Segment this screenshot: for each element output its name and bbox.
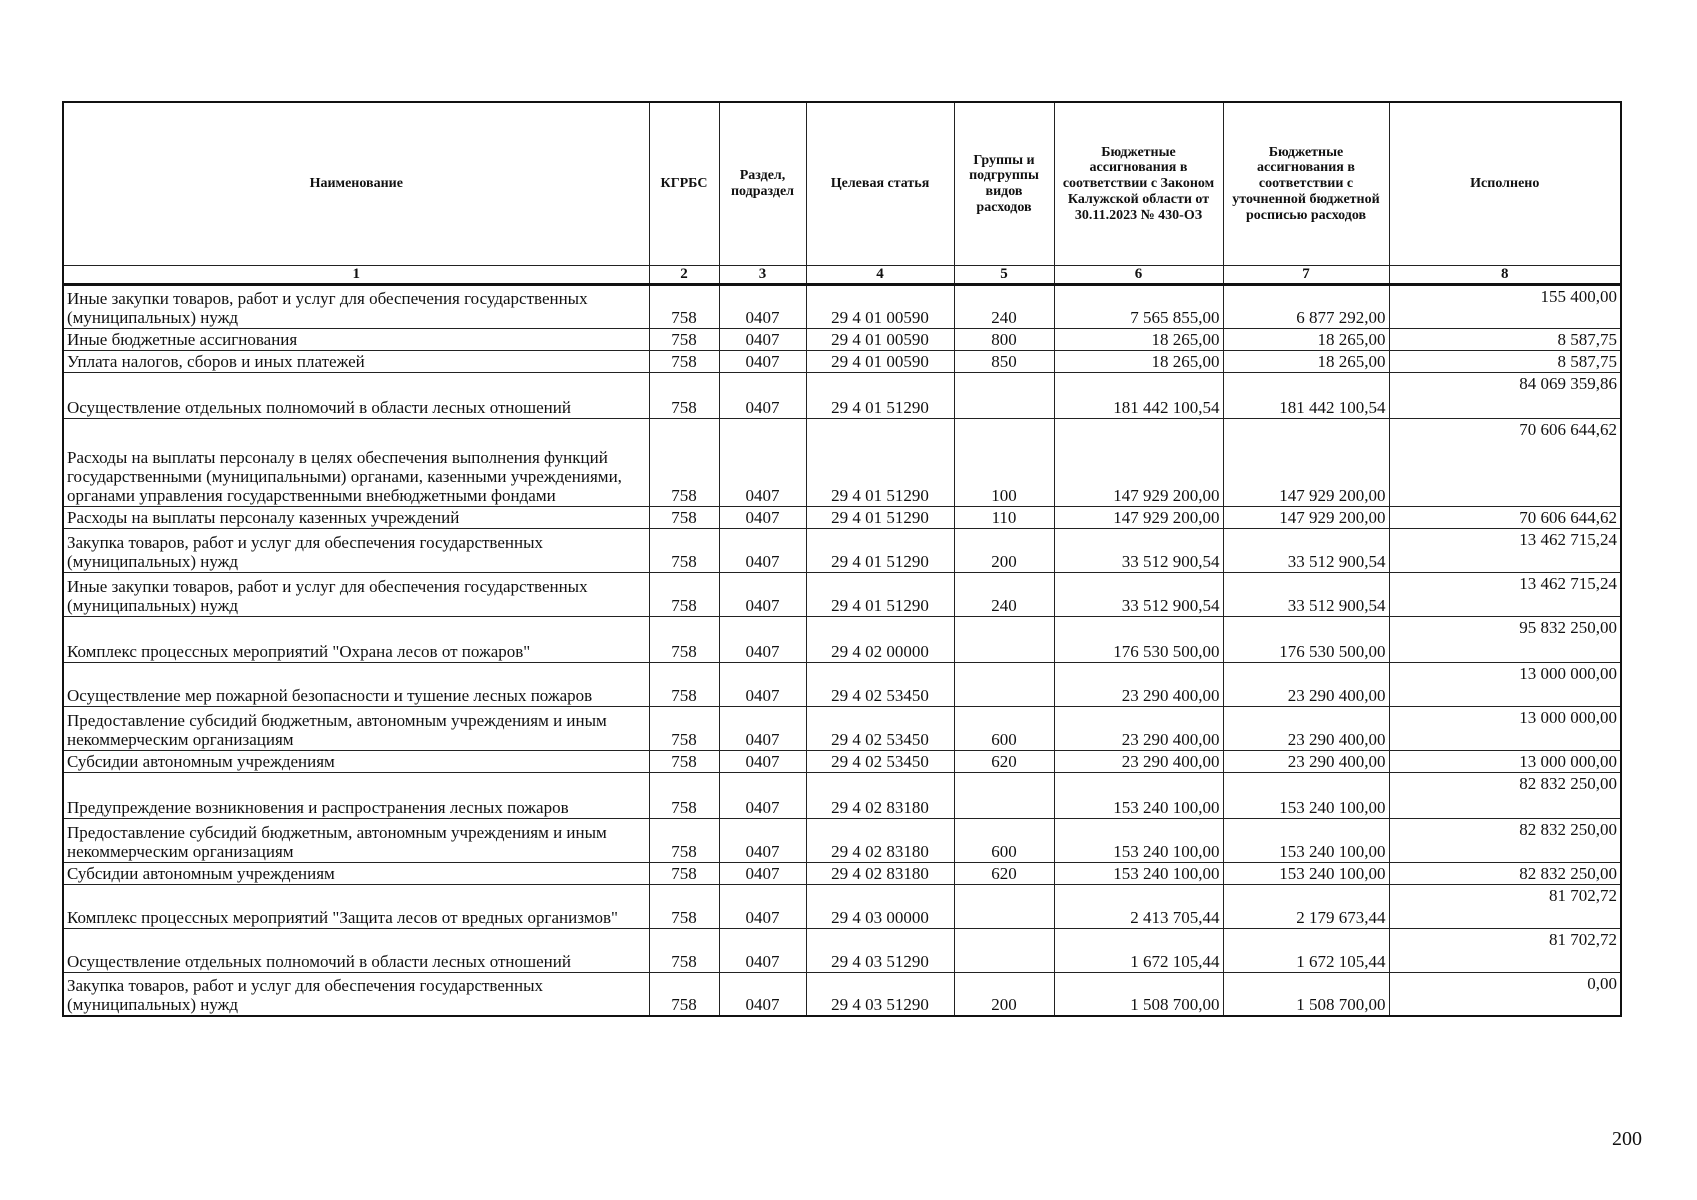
cell-expense-group: 600 [954,818,1054,862]
column-number: 1 [63,266,649,285]
table-row [63,662,1621,706]
table-row [63,818,1621,862]
table-row [63,328,1621,350]
cell-executed: 0,00 [1389,972,1621,1016]
table-row [63,506,1621,528]
cell-kgrbs: 758 [649,662,719,706]
cell-budget-refined: 153 240 100,00 [1223,772,1389,818]
cell-name: Закупка товаров, работ и услуг для обеспечения государственных (муниципальных) нужд [63,972,649,1016]
cell-executed: 82 832 250,00 [1389,818,1621,862]
cell-executed: 70 606 644,62 [1389,506,1621,528]
cell-budget-law: 153 240 100,00 [1054,772,1223,818]
cell-budget-refined: 18 265,00 [1223,328,1389,350]
cell-target-article: 29 4 02 53450 [806,750,954,772]
cell-expense-group [954,772,1054,818]
cell-executed: 82 832 250,00 [1389,862,1621,884]
cell-kgrbs: 758 [649,884,719,928]
table-row [63,884,1621,928]
cell-expense-group [954,662,1054,706]
cell-budget-law: 1 672 105,44 [1054,928,1223,972]
column-number-row [63,266,1621,285]
cell-executed: 95 832 250,00 [1389,616,1621,662]
cell-kgrbs: 758 [649,616,719,662]
cell-executed: 13 462 715,24 [1389,528,1621,572]
cell-section: 0407 [719,928,806,972]
cell-section: 0407 [719,616,806,662]
cell-kgrbs: 758 [649,372,719,418]
cell-expense-group: 100 [954,418,1054,506]
cell-kgrbs: 758 [649,350,719,372]
cell-name: Комплекс процессных мероприятий "Защита лесов от вредных организмов" [63,884,649,928]
cell-name: Иные бюджетные ассигнования [63,328,649,350]
cell-budget-refined: 18 265,00 [1223,350,1389,372]
cell-target-article: 29 4 01 51290 [806,528,954,572]
cell-kgrbs: 758 [649,750,719,772]
cell-kgrbs: 758 [649,818,719,862]
cell-target-article: 29 4 03 00000 [806,884,954,928]
cell-kgrbs: 758 [649,284,719,328]
cell-target-article: 29 4 01 51290 [806,372,954,418]
cell-kgrbs: 758 [649,528,719,572]
cell-expense-group [954,616,1054,662]
cell-executed: 13 000 000,00 [1389,662,1621,706]
cell-budget-law: 23 290 400,00 [1054,750,1223,772]
cell-section: 0407 [719,750,806,772]
cell-budget-refined: 147 929 200,00 [1223,418,1389,506]
cell-executed: 8 587,75 [1389,328,1621,350]
cell-budget-refined: 6 877 292,00 [1223,284,1389,328]
cell-executed: 81 702,72 [1389,928,1621,972]
cell-budget-refined: 23 290 400,00 [1223,662,1389,706]
cell-section: 0407 [719,772,806,818]
cell-target-article: 29 4 01 51290 [806,418,954,506]
cell-target-article: 29 4 01 51290 [806,572,954,616]
cell-target-article: 29 4 02 83180 [806,772,954,818]
cell-target-article: 29 4 01 00590 [806,284,954,328]
cell-name: Комплекс процессных мероприятий "Охрана лесов от пожаров" [63,616,649,662]
cell-target-article: 29 4 02 53450 [806,662,954,706]
cell-budget-refined: 2 179 673,44 [1223,884,1389,928]
cell-executed: 13 000 000,00 [1389,750,1621,772]
cell-kgrbs: 758 [649,506,719,528]
table-row [63,928,1621,972]
header-expense-groups: Группы и подгруппы видов расходов [954,102,1054,266]
cell-budget-refined: 33 512 900,54 [1223,572,1389,616]
cell-budget-law: 147 929 200,00 [1054,506,1223,528]
cell-expense-group: 240 [954,284,1054,328]
table-body [63,284,1621,1016]
cell-budget-refined: 153 240 100,00 [1223,818,1389,862]
cell-target-article: 29 4 02 00000 [806,616,954,662]
cell-section: 0407 [719,372,806,418]
cell-budget-law: 176 530 500,00 [1054,616,1223,662]
column-number: 8 [1389,266,1621,285]
table-row [63,350,1621,372]
cell-expense-group: 620 [954,862,1054,884]
cell-target-article: 29 4 01 51290 [806,506,954,528]
cell-budget-law: 23 290 400,00 [1054,706,1223,750]
cell-budget-law: 18 265,00 [1054,350,1223,372]
cell-budget-law: 153 240 100,00 [1054,862,1223,884]
cell-target-article: 29 4 01 00590 [806,328,954,350]
cell-kgrbs: 758 [649,928,719,972]
cell-executed: 84 069 359,86 [1389,372,1621,418]
cell-budget-refined: 176 530 500,00 [1223,616,1389,662]
cell-expense-group [954,928,1054,972]
table-row [63,706,1621,750]
cell-section: 0407 [719,662,806,706]
header-executed: Исполнено [1389,102,1621,266]
header-section: Раздел, подраздел [719,102,806,266]
cell-budget-refined: 1 508 700,00 [1223,972,1389,1016]
cell-budget-refined: 153 240 100,00 [1223,862,1389,884]
cell-section: 0407 [719,350,806,372]
cell-expense-group: 800 [954,328,1054,350]
table-row [63,616,1621,662]
cell-name: Предоставление субсидий бюджетным, автономным учреждениям и иным некоммерческим организациям [63,706,649,750]
table-header-row [63,102,1621,266]
cell-executed: 82 832 250,00 [1389,772,1621,818]
cell-budget-law: 18 265,00 [1054,328,1223,350]
cell-name: Закупка товаров, работ и услуг для обеспечения государственных (муниципальных) нужд [63,528,649,572]
cell-section: 0407 [719,328,806,350]
cell-name: Предоставление субсидий бюджетным, автономным учреждениям и иным некоммерческим организациям [63,818,649,862]
cell-name: Расходы на выплаты персоналу казенных учреждений [63,506,649,528]
header-target-article: Целевая статья [806,102,954,266]
table-row [63,750,1621,772]
cell-budget-law: 147 929 200,00 [1054,418,1223,506]
column-number: 7 [1223,266,1389,285]
cell-target-article: 29 4 02 53450 [806,706,954,750]
table-row [63,862,1621,884]
cell-name: Осуществление мер пожарной безопасности и тушение лесных пожаров [63,662,649,706]
cell-name: Расходы на выплаты персоналу в целях обеспечения выполнения функций государственными (муниципальными) органами, казенными учреждениями, органами управления государственными внебюджетными фондами [63,418,649,506]
cell-expense-group: 200 [954,972,1054,1016]
cell-budget-law: 33 512 900,54 [1054,572,1223,616]
cell-kgrbs: 758 [649,862,719,884]
cell-executed: 13 000 000,00 [1389,706,1621,750]
column-number: 6 [1054,266,1223,285]
cell-kgrbs: 758 [649,328,719,350]
cell-section: 0407 [719,418,806,506]
cell-target-article: 29 4 03 51290 [806,972,954,1016]
header-name: Наименование [63,102,649,266]
column-number: 5 [954,266,1054,285]
cell-section: 0407 [719,706,806,750]
table-row [63,372,1621,418]
header-budget-refined: Бюджетные ассигнования в соответствии с уточненной бюджетной росписью расходов [1223,102,1389,266]
cell-budget-law: 153 240 100,00 [1054,818,1223,862]
cell-kgrbs: 758 [649,418,719,506]
cell-name: Субсидии автономным учреждениям [63,750,649,772]
cell-kgrbs: 758 [649,772,719,818]
cell-kgrbs: 758 [649,706,719,750]
header-kgrbs: КГРБС [649,102,719,266]
cell-budget-law: 7 565 855,00 [1054,284,1223,328]
cell-target-article: 29 4 03 51290 [806,928,954,972]
cell-budget-law: 33 512 900,54 [1054,528,1223,572]
header-budget-law: Бюджетные ассигнования в соответствии с Законом Калужской области от 30.11.2023 № 430-ОЗ [1054,102,1223,266]
cell-name: Иные закупки товаров, работ и услуг для обеспечения государственных (муниципальных) нужд [63,572,649,616]
table-row [63,972,1621,1016]
cell-section: 0407 [719,884,806,928]
column-number: 3 [719,266,806,285]
table-row [63,284,1621,328]
cell-executed: 13 462 715,24 [1389,572,1621,616]
cell-expense-group [954,372,1054,418]
cell-section: 0407 [719,572,806,616]
column-number: 4 [806,266,954,285]
cell-expense-group: 110 [954,506,1054,528]
table-row [63,572,1621,616]
cell-section: 0407 [719,506,806,528]
cell-target-article: 29 4 02 83180 [806,862,954,884]
cell-budget-refined: 23 290 400,00 [1223,750,1389,772]
cell-name: Иные закупки товаров, работ и услуг для обеспечения государственных (муниципальных) нужд [63,284,649,328]
cell-budget-refined: 147 929 200,00 [1223,506,1389,528]
cell-executed: 8 587,75 [1389,350,1621,372]
cell-section: 0407 [719,284,806,328]
cell-expense-group: 620 [954,750,1054,772]
cell-section: 0407 [719,862,806,884]
cell-name: Осуществление отдельных полномочий в области лесных отношений [63,372,649,418]
table-row [63,418,1621,506]
cell-target-article: 29 4 02 83180 [806,818,954,862]
cell-expense-group: 200 [954,528,1054,572]
cell-executed: 81 702,72 [1389,884,1621,928]
cell-name: Субсидии автономным учреждениям [63,862,649,884]
cell-kgrbs: 758 [649,972,719,1016]
cell-target-article: 29 4 01 00590 [806,350,954,372]
cell-budget-refined: 33 512 900,54 [1223,528,1389,572]
cell-name: Уплата налогов, сборов и иных платежей [63,350,649,372]
cell-name: Предупреждение возникновения и распространения лесных пожаров [63,772,649,818]
cell-section: 0407 [719,528,806,572]
cell-section: 0407 [719,818,806,862]
cell-name: Осуществление отдельных полномочий в области лесных отношений [63,928,649,972]
cell-budget-law: 1 508 700,00 [1054,972,1223,1016]
budget-table [62,101,1622,1017]
cell-budget-refined: 1 672 105,44 [1223,928,1389,972]
cell-budget-law: 181 442 100,54 [1054,372,1223,418]
cell-executed: 155 400,00 [1389,284,1621,328]
cell-kgrbs: 758 [649,572,719,616]
cell-budget-refined: 23 290 400,00 [1223,706,1389,750]
cell-expense-group: 850 [954,350,1054,372]
cell-expense-group: 600 [954,706,1054,750]
page-number: 200 [1612,1128,1642,1150]
cell-budget-refined: 181 442 100,54 [1223,372,1389,418]
table-row [63,772,1621,818]
table-row [63,528,1621,572]
cell-budget-law: 23 290 400,00 [1054,662,1223,706]
cell-executed: 70 606 644,62 [1389,418,1621,506]
cell-expense-group: 240 [954,572,1054,616]
cell-budget-law: 2 413 705,44 [1054,884,1223,928]
column-number: 2 [649,266,719,285]
cell-expense-group [954,884,1054,928]
cell-section: 0407 [719,972,806,1016]
